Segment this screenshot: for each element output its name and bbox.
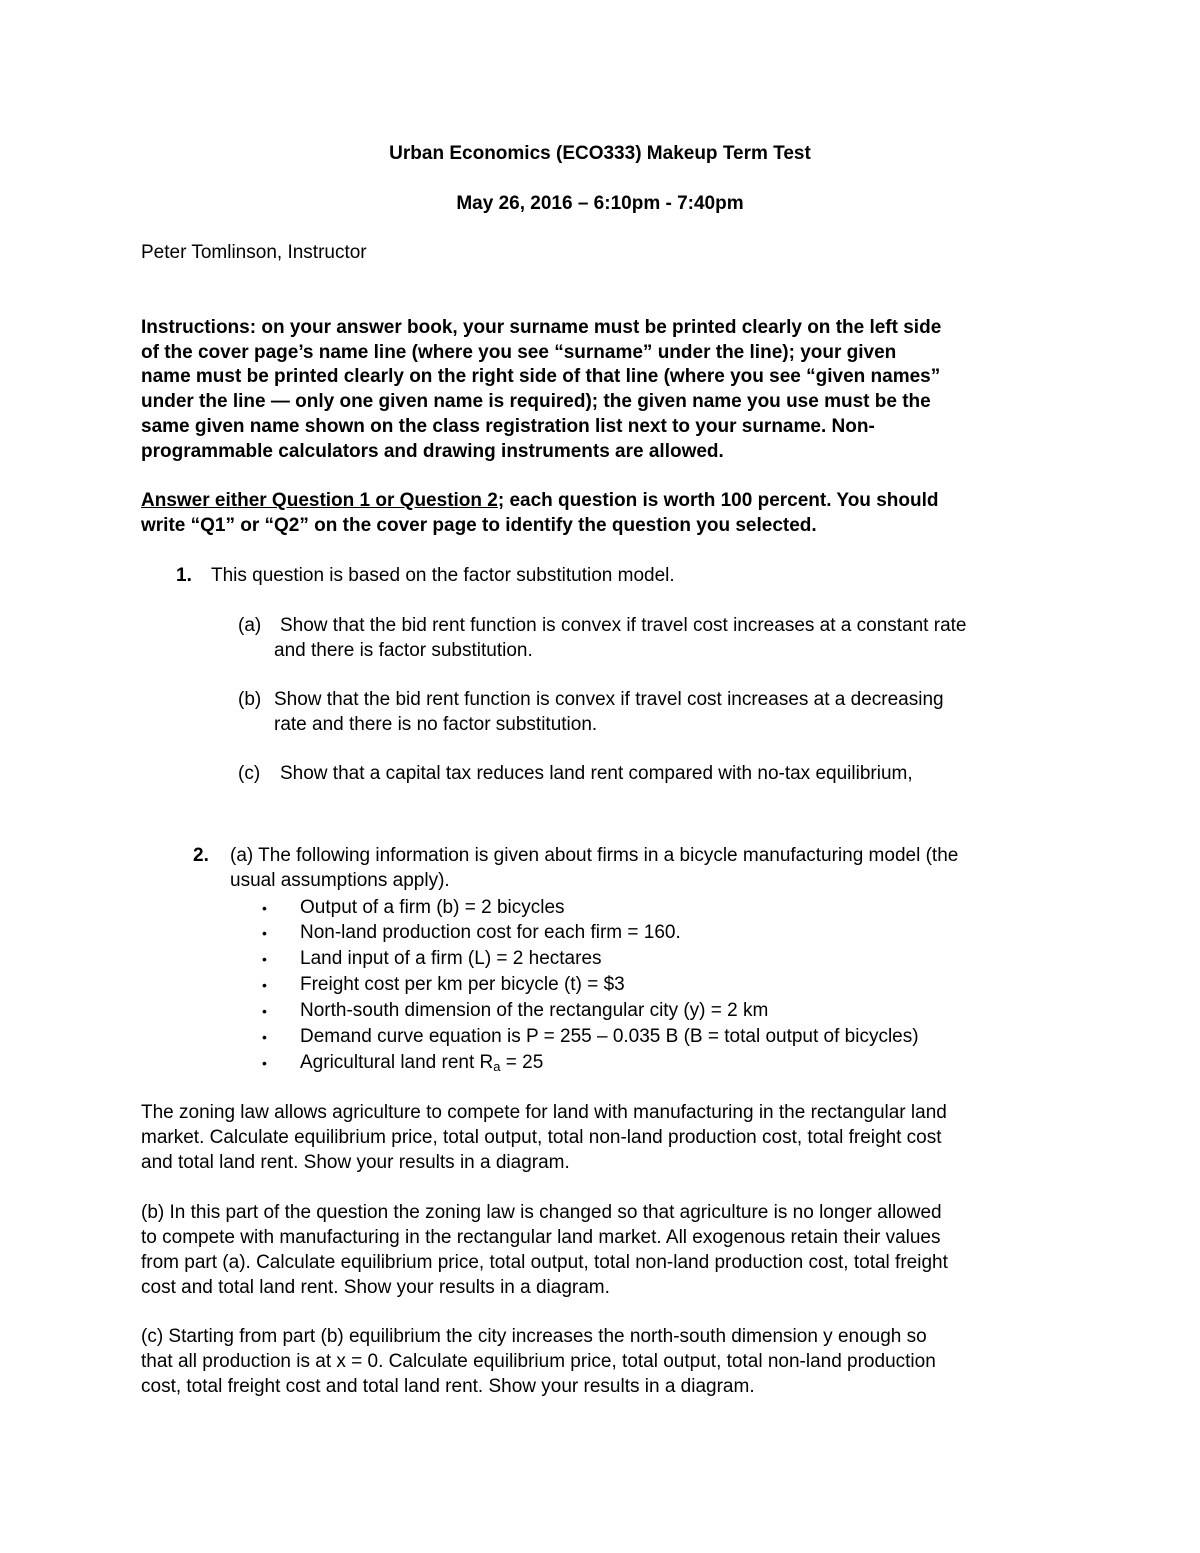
q2-bullet-item: Demand curve equation is P = 255 – 0.035 B (B = total output of bicycles) xyxy=(300,1026,919,1047)
q2b-paragraph: to compete with manufacturing in the rectangular land market. All exogenous retain their values xyxy=(141,1227,941,1248)
q2a-intro: (a) The following information is given about firms in a bicycle manufacturing model (the xyxy=(230,845,959,866)
q2a-intro-2: usual assumptions apply). xyxy=(230,870,450,891)
agri-rent-subscript: a xyxy=(493,1059,501,1074)
q2b-paragraph: from part (a). Calculate equilibrium price, total output, total non-land production cost, total freight xyxy=(141,1252,948,1273)
answer-rule-underlined: Answer either Question 1 or Question 2 xyxy=(141,490,498,511)
q1c-text: Show that a capital tax reduces land rent compared with no-tax equilibrium, xyxy=(280,763,913,784)
q2b-paragraph: (b) In this part of the question the zoning law is changed so that agriculture is no longer allowed xyxy=(141,1202,942,1223)
instructor-name: Peter Tomlinson, Instructor xyxy=(141,242,367,263)
q2c-paragraph: (c) Starting from part (b) equilibrium the city increases the north-south dimension y enough so xyxy=(141,1326,927,1347)
doc-title: Urban Economics (ECO333) Makeup Term Test xyxy=(389,143,811,164)
q2-bullet-item: Non-land production cost for each firm = 160. xyxy=(300,922,681,943)
instructions-line: Instructions: on your answer book, your surname must be printed clearly on the left side xyxy=(141,317,942,338)
q2c-paragraph: that all production is at x = 0. Calculate equilibrium price, total output, total non-land production xyxy=(141,1351,936,1372)
bullet-glyph: • xyxy=(262,925,267,941)
q2-bullet-item: Freight cost per km per bicycle (t) = $3 xyxy=(300,974,625,995)
q2a-paragraph: and total land rent. Show your results in a diagram. xyxy=(141,1152,570,1173)
exam-date: May 26, 2016 – 6:10pm - 7:40pm xyxy=(456,193,744,214)
q1a-label: (a) xyxy=(238,615,262,636)
q2-bullet-item-agri xyxy=(300,1051,543,1079)
instructions-line: programmable calculators and drawing instruments are allowed. xyxy=(141,441,724,462)
q1a-text-2: and there is factor substitution. xyxy=(274,640,533,661)
q2a-paragraph: The zoning law allows agriculture to compete for land with manufacturing in the rectangular land xyxy=(141,1102,947,1123)
q1b-label: (b) xyxy=(238,689,262,710)
q1b-text: Show that the bid rent function is convex if travel cost increases at a decreasing xyxy=(274,689,944,710)
q1a-text: Show that the bid rent function is convex if travel cost increases at a constant rate xyxy=(280,615,967,636)
bullet-glyph: • xyxy=(262,1003,267,1019)
q2-bullet-item: Output of a firm (b) = 2 bicycles xyxy=(300,897,565,918)
bullet-glyph: • xyxy=(262,1055,267,1071)
bullet-glyph: • xyxy=(262,977,267,993)
agri-rent-label: Agricultural land rent R xyxy=(300,1052,494,1073)
q2-bullet-item: Land input of a firm (L) = 2 hectares xyxy=(300,948,602,969)
q2b-paragraph: cost and total land rent. Show your results in a diagram. xyxy=(141,1277,610,1298)
instructions-line: name must be printed clearly on the right side of that line (where you see “given names” xyxy=(141,366,941,387)
answer-rule-rest: ; each question is worth 100 percent. You should xyxy=(497,490,939,511)
q1b-text-2: rate and there is no factor substitution. xyxy=(274,714,598,735)
q1-number: 1. xyxy=(176,565,192,586)
q1-intro: This question is based on the factor substitution model. xyxy=(211,565,675,586)
q2-bullet-item: North-south dimension of the rectangular city (y) = 2 km xyxy=(300,1000,769,1021)
instructions-line: under the line — only one given name is required); the given name you use must be the xyxy=(141,391,931,412)
answer-rule-line-2: write “Q1” or “Q2” on the cover page to identify the question you selected. xyxy=(141,515,817,536)
instructions-line: of the cover page’s name line (where you see “surname” under the line); your given xyxy=(141,342,897,363)
instructions-line: same given name shown on the class registration list next to your surname. Non- xyxy=(141,416,875,437)
answer-rule-line xyxy=(141,489,938,513)
q2-number: 2. xyxy=(193,845,209,866)
agri-rent-value: = 25 xyxy=(500,1052,544,1073)
bullet-glyph: • xyxy=(262,951,267,967)
q1c-label: (c) xyxy=(238,763,261,784)
bullet-glyph: • xyxy=(262,900,267,916)
q2c-paragraph: cost, total freight cost and total land rent. Show your results in a diagram. xyxy=(141,1376,755,1397)
q2a-paragraph: market. Calculate equilibrium price, total output, total non-land production cost, total freight cost xyxy=(141,1127,942,1148)
bullet-glyph: • xyxy=(262,1029,267,1045)
